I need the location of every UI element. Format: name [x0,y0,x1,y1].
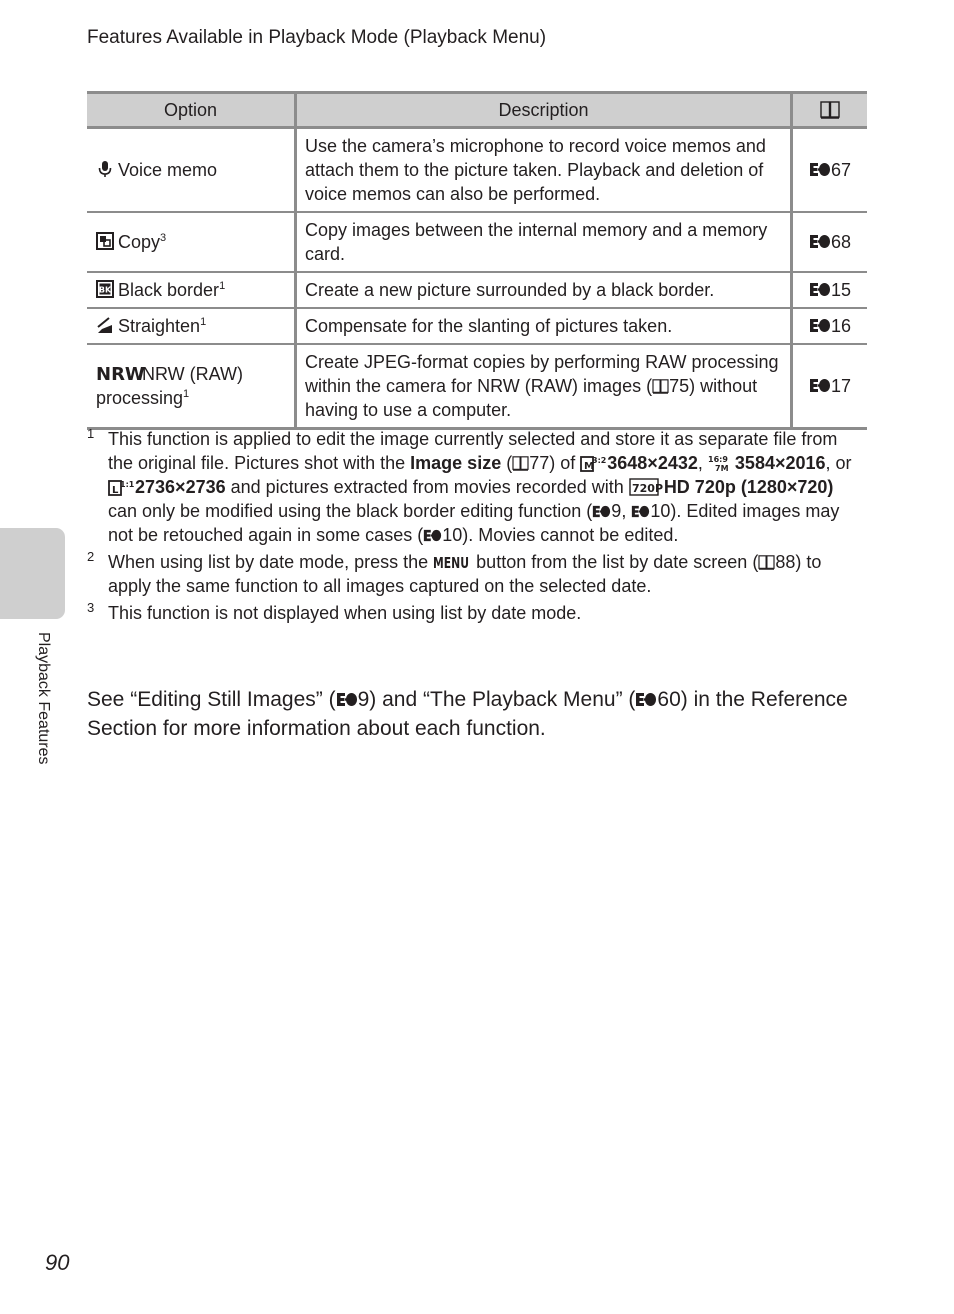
table-row [87,308,867,344]
page-ref-cell [792,344,868,429]
svg-text:1:1: 1:1 [120,480,135,489]
description-cell: Use the camera’s microphone to record voice memos and attach them to the picture taken. Playback and deletion of voice memos can also be performed. [296,128,792,213]
table-row [87,344,867,429]
reference-section-icon [809,162,831,177]
page-number: 90 [45,1250,70,1275]
footnote-2: 2 When using list by date mode, press the MENU button from the list by date screen ( 88) to apply the same function to all images captured on the selected date. [87,550,867,598]
straighten-icon [96,316,114,334]
option-cell [87,212,296,272]
svg-text:MENU: MENU [433,554,470,572]
svg-text:L: L [112,485,119,496]
page-ref-number: 67 [830,160,852,180]
reference-section-icon [809,318,831,333]
footnote-3: 3 This function is not displayed when using list by date mode. [87,601,867,625]
option-label: Voice memo [118,160,218,180]
reference-section-icon [423,529,442,542]
reference-section-icon [631,505,650,518]
svg-text:BK: BK [98,285,112,295]
menu-button-icon [433,554,471,570]
nrw-icon [96,364,145,385]
page-ref-cell [792,212,868,272]
option-label: Straighten [118,316,201,336]
svg-text:NRW: NRW [96,364,145,385]
image-size-16-9-icon [708,454,730,472]
section-label: Playback Features [35,632,52,765]
svg-text:720P: 720P [631,482,663,495]
reference-section-icon [809,378,831,393]
option-cell [87,308,296,344]
book-icon [758,555,775,570]
option-label: Copy [118,232,161,252]
reference-section-icon [592,505,611,518]
footnote-1: 1 This function is applied to edit the image currently selected and store it as separate file from the original file. Pictures shot with the Image size ( 77) of M 3:2 3648×2432, 16:9 7M 3584×2016, or L 1:1 2736×2736 and pictures extracted from movies recorded with 720P HD 720p (1280×720) can only be modified using the black border editing function ( 9, 10). Edited images may not be retouched again in some cases ( 10). Movies cannot be edited. [87,427,867,547]
page-ref-cell [792,308,868,344]
column-header-page [792,93,868,128]
reference-section-icon [336,692,358,707]
image-size-3-2-icon [580,454,607,472]
page-ref-number: 16 [830,316,852,336]
svg-text:16:9: 16:9 [707,455,728,464]
page-ref-number: 68 [830,232,852,252]
option-cell [87,272,296,308]
page-ref-cell [792,128,868,213]
column-header-option: Option [87,93,296,128]
playback-menu-table [87,91,867,430]
footnote-mark: 3 [87,600,95,615]
microphone-icon [96,160,114,178]
image-size-1-1-icon [108,478,135,496]
svg-text:7M: 7M [714,464,729,473]
black-border-icon [96,280,114,298]
description-cell: Create a new picture surrounded by a black border. [296,272,792,308]
table-row [87,128,867,213]
footnote-ref: 1 [219,280,226,292]
footnote-mark: 1 [87,426,95,441]
reference-section-icon [809,234,831,249]
page-header: Features Available in Playback Mode (Playback Menu) [87,27,547,48]
table-row [87,212,867,272]
footnotes [87,427,867,628]
book-icon [512,456,529,471]
reference-section-icon [809,282,831,297]
description-cell: Create JPEG-format copies by performing RAW processing within the camera for NRW (RAW) images ( 75) without having to use a computer. [296,344,792,429]
reference-section-icon [635,692,657,707]
movie-720p-icon [629,478,663,496]
svg-text:M: M [584,461,595,472]
section-tab [0,528,65,619]
description-cell: Compensate for the slanting of pictures taken. [296,308,792,344]
svg-text:3:2: 3:2 [592,456,607,465]
footnote-ref: 1 [200,316,207,328]
description-cell: Copy images between the internal memory and a memory card. [296,212,792,272]
page-ref-number: 15 [830,280,852,300]
option-cell [87,128,296,213]
option-cell [87,344,296,429]
footnote-mark: 2 [87,549,95,564]
copy-icon [96,232,114,250]
page-ref-number: 17 [830,376,852,396]
page-ref-cell [792,272,868,308]
footnote-ref: 3 [160,232,167,244]
book-icon [652,379,669,394]
footnote-ref: 1 [183,388,190,400]
option-label: NRW (RAW) processing [96,364,243,408]
column-header-description: Description [296,93,792,128]
see-also-paragraph: See “Editing Still Images” ( 9) and “The Playback Menu” ( 60) in the Reference Section for more information about each function. [87,688,848,740]
table-header-row [87,93,867,128]
option-label: Black border [118,280,220,300]
book-icon [820,101,840,119]
table-row [87,272,867,308]
